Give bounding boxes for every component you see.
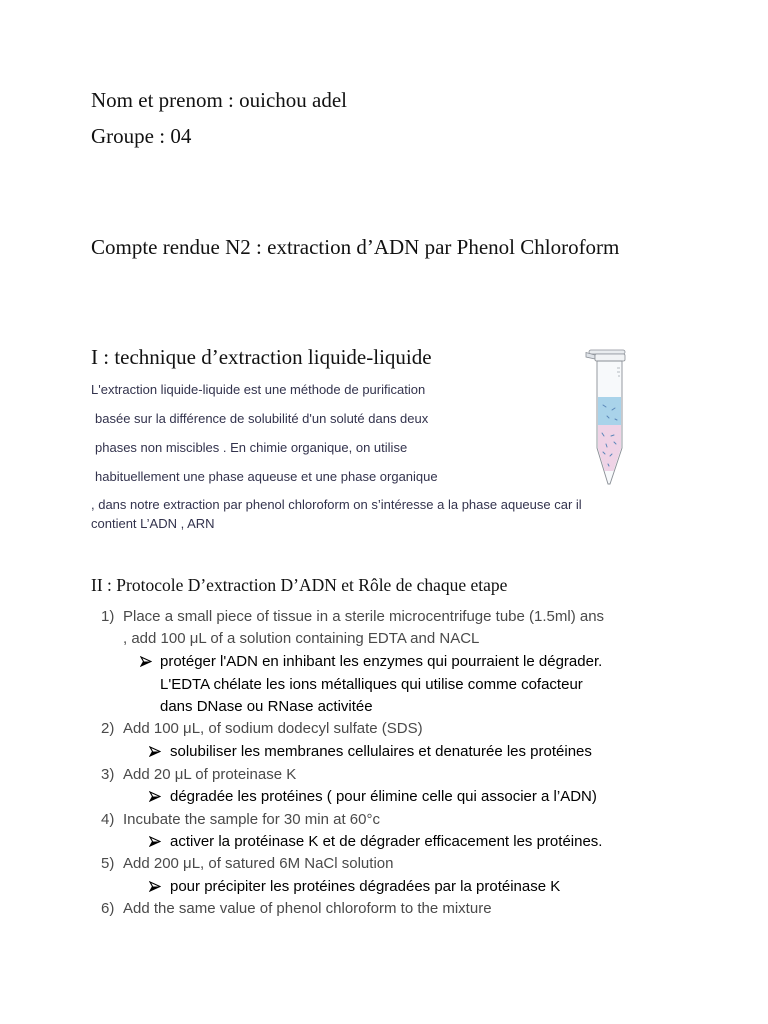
arrowhead-bullet-icon xyxy=(140,656,152,667)
report-title: Compte rendue N2 : extraction d’ADN par Phenol Chloroform xyxy=(91,235,620,259)
paragraph-line: L'extraction liquide-liquide est une méthode de purification xyxy=(91,382,426,397)
section-1-heading: I : technique d’extraction liquide-liquide xyxy=(91,345,432,369)
step-role: dans DNase ou RNase activitée xyxy=(160,698,373,715)
step-text: Add 200 μL, of satured 6M NaCl solution xyxy=(123,855,394,872)
step-role: protéger l'ADN en inhibant les enzymes qui pourraient le dégrader. xyxy=(160,653,603,670)
upper-liquid-layer xyxy=(598,397,621,425)
step-number: 5) xyxy=(101,855,115,872)
step-text: Place a small piece of tissue in a sterile microcentrifuge tube (1.5ml) ans xyxy=(123,608,605,625)
arrowhead-bullet-icon xyxy=(149,791,161,802)
step-text: Incubate the sample for 30 min at 60°c xyxy=(123,811,380,828)
microcentrifuge-tube-icon xyxy=(581,348,631,488)
step-number: 6) xyxy=(101,900,115,917)
tube-lid xyxy=(586,350,625,361)
student-name-line: Nom et prenom : ouichou adel xyxy=(91,88,348,112)
step-text: Add 20 μL of proteinase K xyxy=(123,766,297,783)
step-number: 2) xyxy=(101,720,115,737)
step-number: 4) xyxy=(101,811,115,828)
step-role: pour précipiter les protéines dégradées par la protéinase K xyxy=(170,878,561,895)
step-text: Add 100 μL, of sodium dodecyl sulfate (SDS) xyxy=(123,720,423,737)
step-number: 1) xyxy=(101,608,115,625)
step-role: solubiliser les membranes cellulaires et denaturée les protéines xyxy=(170,743,592,760)
step-text: Add the same value of phenol chloroform to the mixture xyxy=(123,900,492,917)
paragraph-line: habituellement une phase aqueuse et une phase organique xyxy=(95,469,438,484)
step-text: , add 100 μL of a solution containing EDTA and NACL xyxy=(123,630,480,647)
step-number: 3) xyxy=(101,766,115,783)
paragraph-line: phases non miscibles . En chimie organique, on utilise xyxy=(95,440,408,455)
paragraph-line: contient L’ADN , ARN xyxy=(91,516,215,531)
step-role: activer la protéinase K et de dégrader efficacement les protéines. xyxy=(170,833,603,850)
step-role: dégradée les protéines ( pour élimine celle qui associer a l’ADN) xyxy=(170,788,597,805)
step-role: L'EDTA chélate les ions métalliques qui utilise comme cofacteur xyxy=(160,676,583,693)
paragraph-line: , dans notre extraction par phenol chloroform on s’intéresse a la phase aqueuse car il xyxy=(91,497,582,512)
arrowhead-bullet-icon xyxy=(149,881,161,892)
group-line: Groupe : 04 xyxy=(91,124,192,148)
arrowhead-bullet-icon xyxy=(149,836,161,847)
paragraph-line: basée sur la différence de solubilité d'un soluté dans deux xyxy=(95,411,429,426)
section-2-heading: II : Protocole D’extraction D’ADN et Rôle de chaque etape xyxy=(91,575,508,595)
arrowhead-bullet-icon xyxy=(149,746,161,757)
